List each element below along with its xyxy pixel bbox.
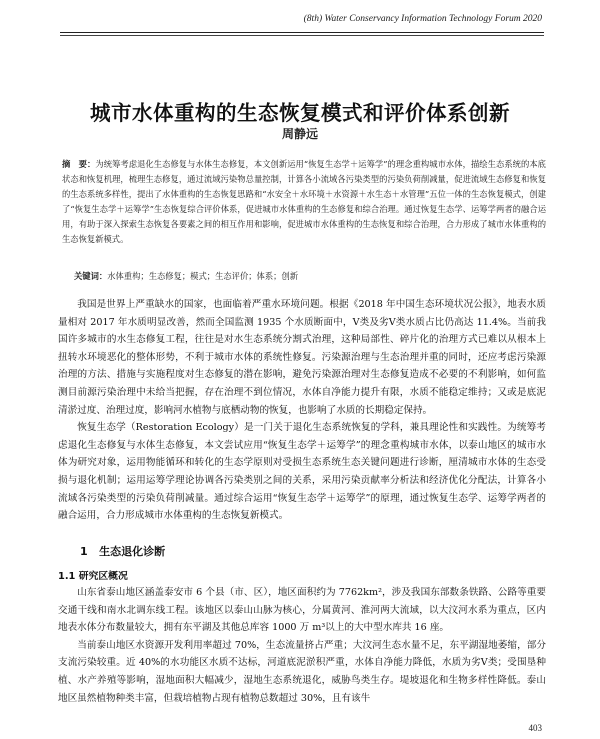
running-header: (8th) Water Conservancy Information Technology Forum 2020: [303, 14, 542, 24]
section-heading: [80, 543, 165, 559]
header-rule-thin: [60, 35, 544, 36]
keywords: [74, 270, 544, 282]
header-rule: [60, 32, 544, 33]
keywords-label: 关键词：: [74, 271, 108, 281]
subsection-number: 1.1: [58, 571, 76, 582]
section-body: [58, 584, 546, 707]
abstract-label: 摘 要：: [62, 159, 96, 169]
abstract: [62, 157, 546, 247]
keywords-text: 水体重构；生态修复；模式；生态评价；体系；创新: [107, 271, 299, 281]
section-number: 1: [80, 545, 88, 558]
paper-title: 城市水体重构的生态恢复模式和评价体系创新: [90, 101, 510, 125]
section-title: 生态退化诊断: [99, 545, 166, 558]
introduction: [58, 296, 546, 525]
page-number: 403: [528, 723, 542, 733]
subsection-title: 研究区概况: [78, 571, 128, 582]
intro-paragraph: 恢复生态学（Restoration Ecology）是一门关于退化生态系统恢复的学科，兼具理论性和实践性。为统筹考虑退化生态修复与水体生态修复，本文尝试应用“恢复生态学＋运筹学”的理念重构城市水体，以泰山地区的城市水体为研究对象，运用物能循环和转化的生态学原则对受损生态系统生态关键问题进行诊断，厘清城市水体的生态受损与退化机制；运用运筹学理论协调各污染类别之间的关系，采用污染贡献率分析法和经济优化分配法，计算各小流域各污染类型的污染负荷削减量。通过综合运用“恢复生态学＋运筹学”的原理，通过恢复生态学、运筹学两者的融合运用，合力形成城市水体重构的生态恢复新模式。: [58, 422, 546, 522]
author-name: 周静远: [281, 127, 318, 141]
section-paragraph: 山东省泰山地区涵盖泰安市 6 个县（市、区），地区面积约为 7762km²，涉及我国东部数条铁路、公路等重要交通干线和南水北调东线工程。该地区以泰山山脉为核心，分属黄河、淮河两大流域，以大汶河水系为重点，区内地表水体分布数量较大，拥有东平湖及其他总库容 1000 万 m³以上的大中型水库共 16 座。: [58, 587, 546, 634]
subsection-heading: [58, 568, 128, 582]
abstract-text: 为统筹考虑退化生态修复与水体生态修复，本文创新运用“恢复生态学＋运筹学”的理念重构城市水体，描绘生态系统的本底状态和恢复机理，梳理生态修复，通过流域污染物总量控制，计算各小流域各污染类型的污染负荷削减量，促进流域生态修复和恢复的生态系统多样性，提出了水体重构的生态恢复思路和“水安全＋水环境＋水资源＋水生态＋水管理”五位一体的生态恢复模式，创建了“恢复生态学＋运筹学”生态恢复综合评价体系，促进城市水体重构的生态修复和综合治理。通过恢复生态学、运筹学两者的融合运用，有助于深入探索生态恢复各要素之间的相互作用和影响，促进城市水体重构的生态恢复和综合治理，合力形成了城市水体重构的生态恢复新模式。: [62, 159, 546, 244]
intro-paragraph: 我国是世界上严重缺水的国家，也面临着严重水环境问题。根据《2018 年中国生态环境状况公报》，地表水质量相对 2017 年水质明显改善，然而全国监测 1935 个水质断面中，Ⅴ类及劣Ⅴ类水质占比仍高达 11.4%。当前我国许多城市的水生态修复工程，往往是对水生态系统分割式治理，这种局部性、碎片化的治理方式已难以从根本上扭转水环境恶化的整体形势，不利于城市水体的系统性修复。污染源治理与生态治理并重的同时，还应考虑污染源治理的方法、措施与实施程度对生态修复的潜在影响，避免污染源治理对生态修复造成不必要的不利影响，如何监测目前源污染治理中未给当把握，存在治理不到位情况，水体自净能力提升有限，水质不能稳定维持；又或是底泥清淤过度、治理过度，影响河水植物与底栖动物的恢复，也影响了水质的长期稳定保持。: [58, 299, 546, 416]
section-paragraph: 当前泰山地区水资源开发利用率超过 70%，生态流量挤占严重；大汶河生态水量不足，东平湖湿地萎缩，部分支流污染较重。近 40%的水功能区水质不达标，河道底泥淤积严重，水体自净能力降低，水质为劣Ⅴ类；受围垦种植、水产养殖等影响，湿地面积大幅减少，湿地生态系统退化，威胁鸟类生存。堤坡退化和生物多样性降低。泰山地区虽然植物种类丰富，但栽培植物占现有植物总数超过 30%，且有该牛: [58, 639, 546, 704]
